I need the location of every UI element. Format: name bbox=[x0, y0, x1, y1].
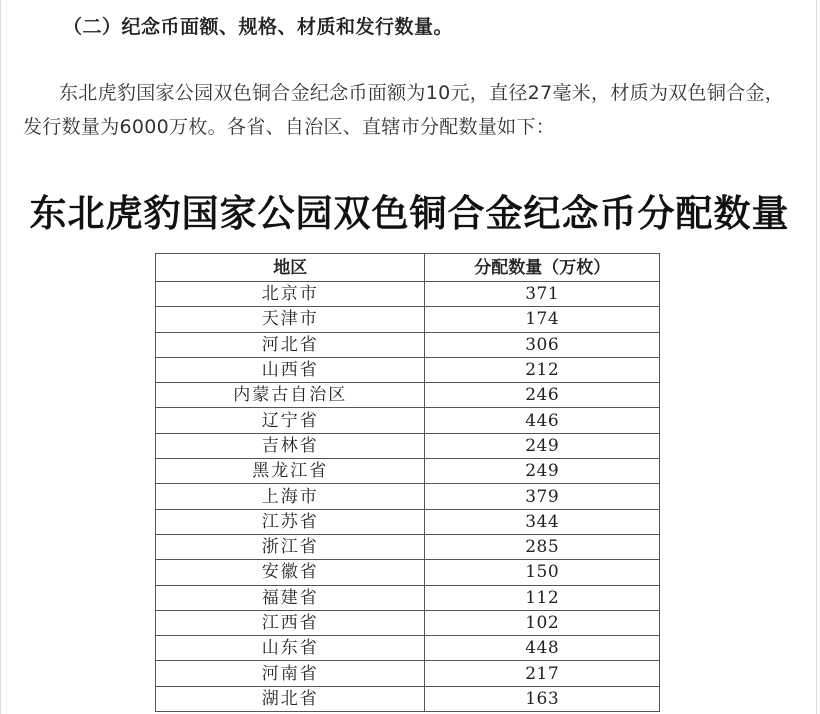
table-row bbox=[156, 636, 660, 661]
region-cell: 江苏省 bbox=[156, 509, 425, 534]
table-row bbox=[156, 686, 660, 711]
region-cell: 内蒙古自治区 bbox=[156, 383, 425, 408]
allocation-table bbox=[155, 253, 660, 712]
region-cell: 安徽省 bbox=[156, 560, 425, 585]
table-row bbox=[156, 408, 660, 433]
table-row bbox=[156, 307, 660, 332]
intro-paragraph: 东北虎豹国家公园双色铜合金纪念币面额为10元，直径27毫米，材质为双色铜合金，发行数量为6000万枚。各省、自治区、直辖市分配数量如下： bbox=[23, 82, 785, 138]
table-row bbox=[156, 383, 660, 408]
amount-cell: 379 bbox=[425, 484, 660, 509]
table-row bbox=[156, 534, 660, 559]
region-cell: 黑龙江省 bbox=[156, 459, 425, 484]
table-row bbox=[156, 661, 660, 686]
table-row bbox=[156, 560, 660, 585]
amount-cell: 446 bbox=[425, 408, 660, 433]
amount-cell: 112 bbox=[425, 585, 660, 610]
amount-cell: 285 bbox=[425, 534, 660, 559]
amount-cell: 246 bbox=[425, 383, 660, 408]
amount-cell: 174 bbox=[425, 307, 660, 332]
region-cell: 浙江省 bbox=[156, 534, 425, 559]
amount-cell: 448 bbox=[425, 636, 660, 661]
region-cell: 山东省 bbox=[156, 636, 425, 661]
table-row bbox=[156, 357, 660, 382]
region-cell: 河北省 bbox=[156, 332, 425, 357]
header-amount: 分配数量（万枚） bbox=[425, 254, 660, 282]
amount-cell: 344 bbox=[425, 509, 660, 534]
amount-cell: 371 bbox=[425, 282, 660, 307]
table-row bbox=[156, 433, 660, 458]
header-region: 地区 bbox=[156, 254, 425, 282]
amount-cell: 249 bbox=[425, 433, 660, 458]
table-row bbox=[156, 484, 660, 509]
table-row bbox=[156, 610, 660, 635]
region-cell: 北京市 bbox=[156, 282, 425, 307]
region-cell: 上海市 bbox=[156, 484, 425, 509]
table-row bbox=[156, 585, 660, 610]
region-cell: 福建省 bbox=[156, 585, 425, 610]
region-cell: 河南省 bbox=[156, 661, 425, 686]
amount-cell: 306 bbox=[425, 332, 660, 357]
region-cell: 湖北省 bbox=[156, 686, 425, 711]
region-cell: 山西省 bbox=[156, 357, 425, 382]
amount-cell: 212 bbox=[425, 357, 660, 382]
amount-cell: 102 bbox=[425, 610, 660, 635]
amount-cell: 163 bbox=[425, 686, 660, 711]
amount-cell: 150 bbox=[425, 560, 660, 585]
region-cell: 天津市 bbox=[156, 307, 425, 332]
table-body bbox=[156, 282, 660, 712]
table-title: 东北虎豹国家公园双色铜合金纪念币分配数量 bbox=[29, 191, 790, 235]
region-cell: 江西省 bbox=[156, 610, 425, 635]
table-row bbox=[156, 332, 660, 357]
table-row bbox=[156, 282, 660, 307]
region-cell: 辽宁省 bbox=[156, 408, 425, 433]
amount-cell: 249 bbox=[425, 459, 660, 484]
section-heading: （二）纪念币面额、规格、材质和发行数量。 bbox=[63, 16, 454, 38]
region-cell: 吉林省 bbox=[156, 433, 425, 458]
table-header-row bbox=[156, 254, 660, 282]
table-row bbox=[156, 509, 660, 534]
amount-cell: 217 bbox=[425, 661, 660, 686]
table-row bbox=[156, 459, 660, 484]
